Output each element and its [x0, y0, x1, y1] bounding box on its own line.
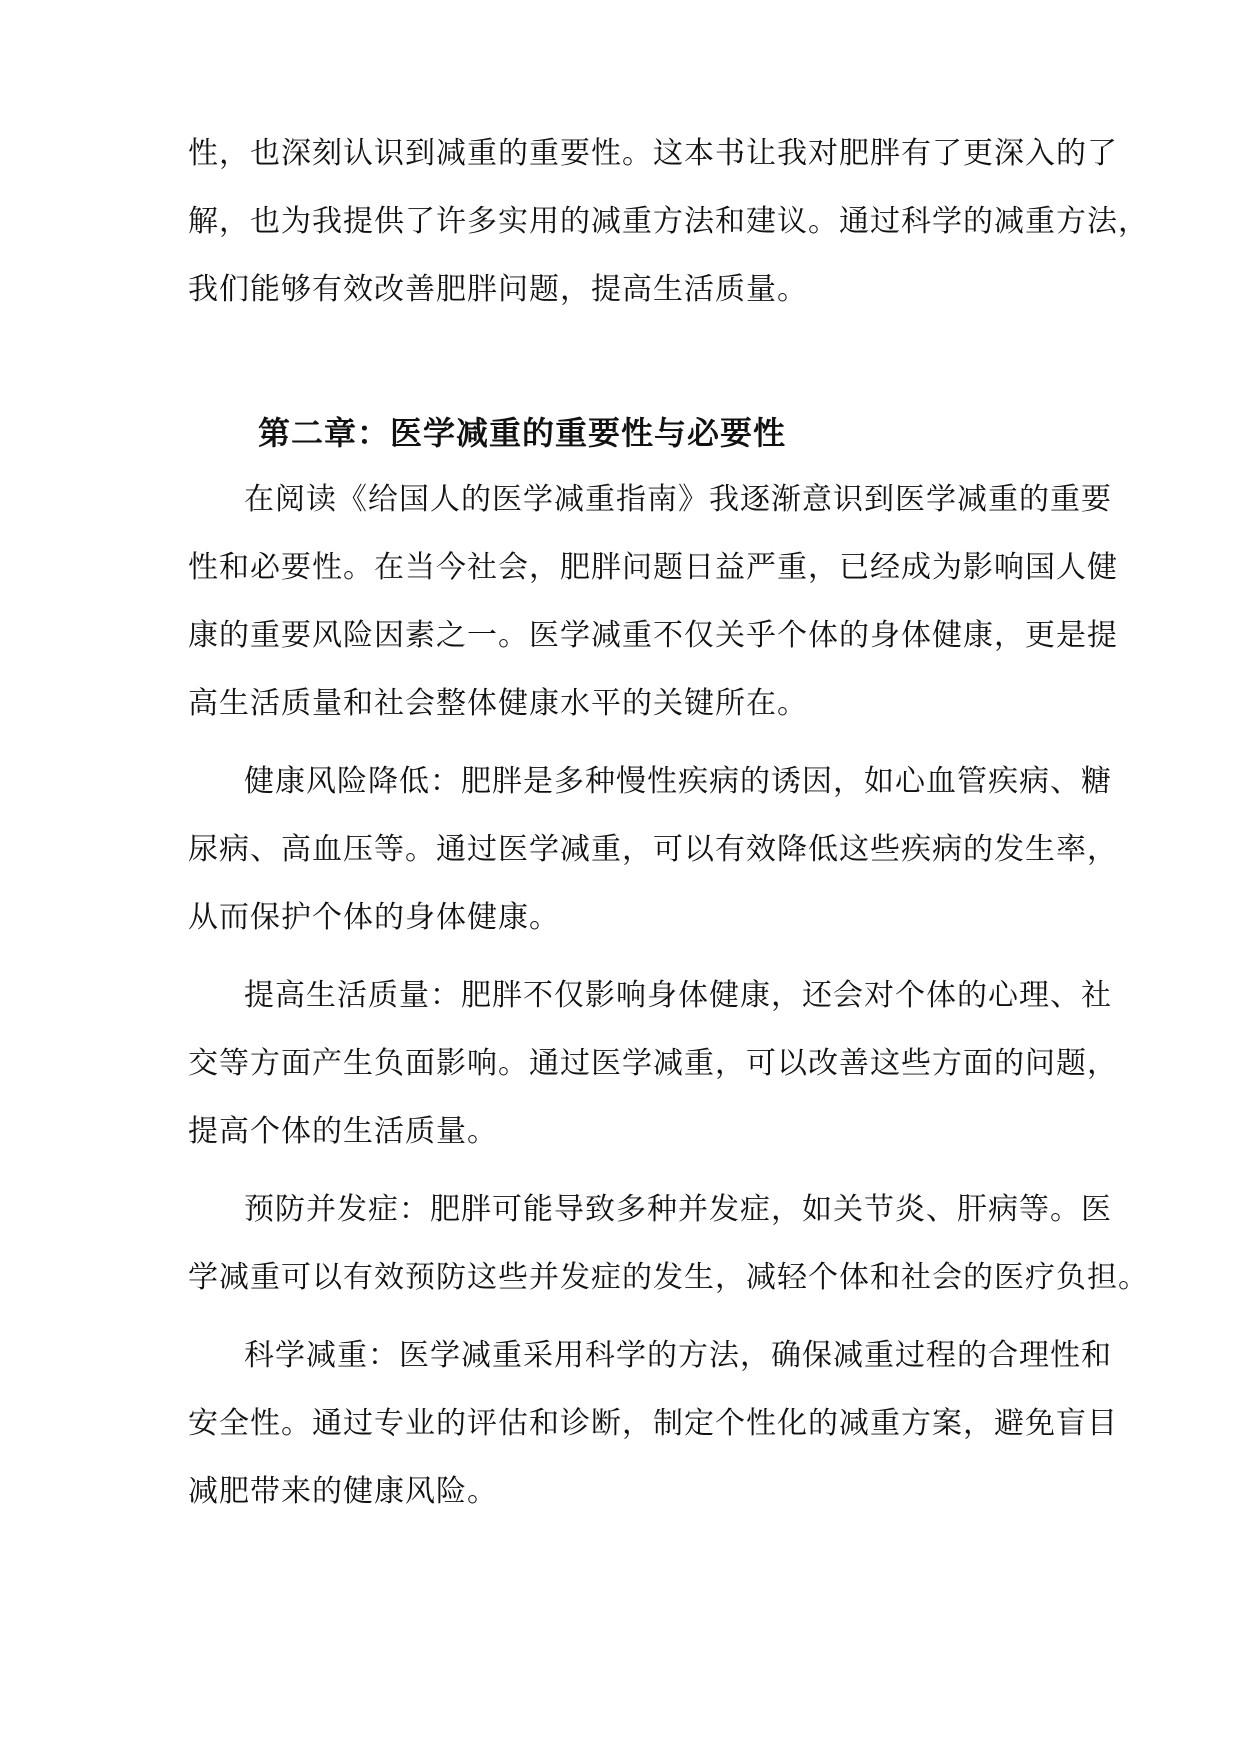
paragraph-line: 减肥带来的健康风险。 [188, 1474, 498, 1509]
paragraph-line: 高生活质量和社会整体健康水平的关键所在。 [188, 686, 808, 721]
paragraph-line: 从而保护个体的身体健康。 [188, 900, 560, 935]
paragraph-line: 安全性。通过专业的评估和诊断，制定个性化的减重方案，避免盲目 [188, 1406, 1118, 1441]
paragraph-line: 预防并发症：肥胖可能导致多种并发症，如关节炎、肝病等。医 [244, 1192, 1112, 1227]
paragraph-line: 在阅读《给国人的医学减重指南》我逐渐意识到医学减重的重要 [244, 482, 1112, 517]
paragraph-line: 科学减重：医学减重采用科学的方法，确保减重过程的合理性和 [244, 1338, 1112, 1373]
paragraph-line: 交等方面产生负面影响。通过医学减重，可以改善这些方面的问题， [188, 1046, 1118, 1081]
paragraph-line: 提高生活质量：肥胖不仅影响身体健康，还会对个体的心理、社 [244, 978, 1112, 1013]
chapter-heading: 第二章：医学减重的重要性与必要性 [258, 414, 787, 452]
paragraph-line: 康的重要风险因素之一。医学减重不仅关乎个体的身体健康，更是提 [188, 618, 1118, 653]
paragraph-line: 我们能够有效改善肥胖问题，提高生活质量。 [188, 272, 808, 307]
paragraph-line: 解，也为我提供了许多实用的减重方法和建议。通过科学的减重方法， [188, 204, 1149, 239]
paragraph-line: 尿病、高血压等。通过医学减重，可以有效降低这些疾病的发生率， [188, 832, 1118, 867]
paragraph-line: 性和必要性。在当今社会，肥胖问题日益严重，已经成为影响国人健 [188, 550, 1118, 585]
paragraph-line: 学减重可以有效预防这些并发症的发生，减轻个体和社会的医疗负担。 [188, 1260, 1149, 1295]
paragraph-line: 健康风险降低：肥胖是多种慢性疾病的诱因，如心血管疾病、糖 [244, 764, 1112, 799]
paragraph-line: 提高个体的生活质量。 [188, 1114, 498, 1149]
paragraph-line: 性，也深刻认识到减重的重要性。这本书让我对肥胖有了更深入的了 [188, 136, 1118, 171]
